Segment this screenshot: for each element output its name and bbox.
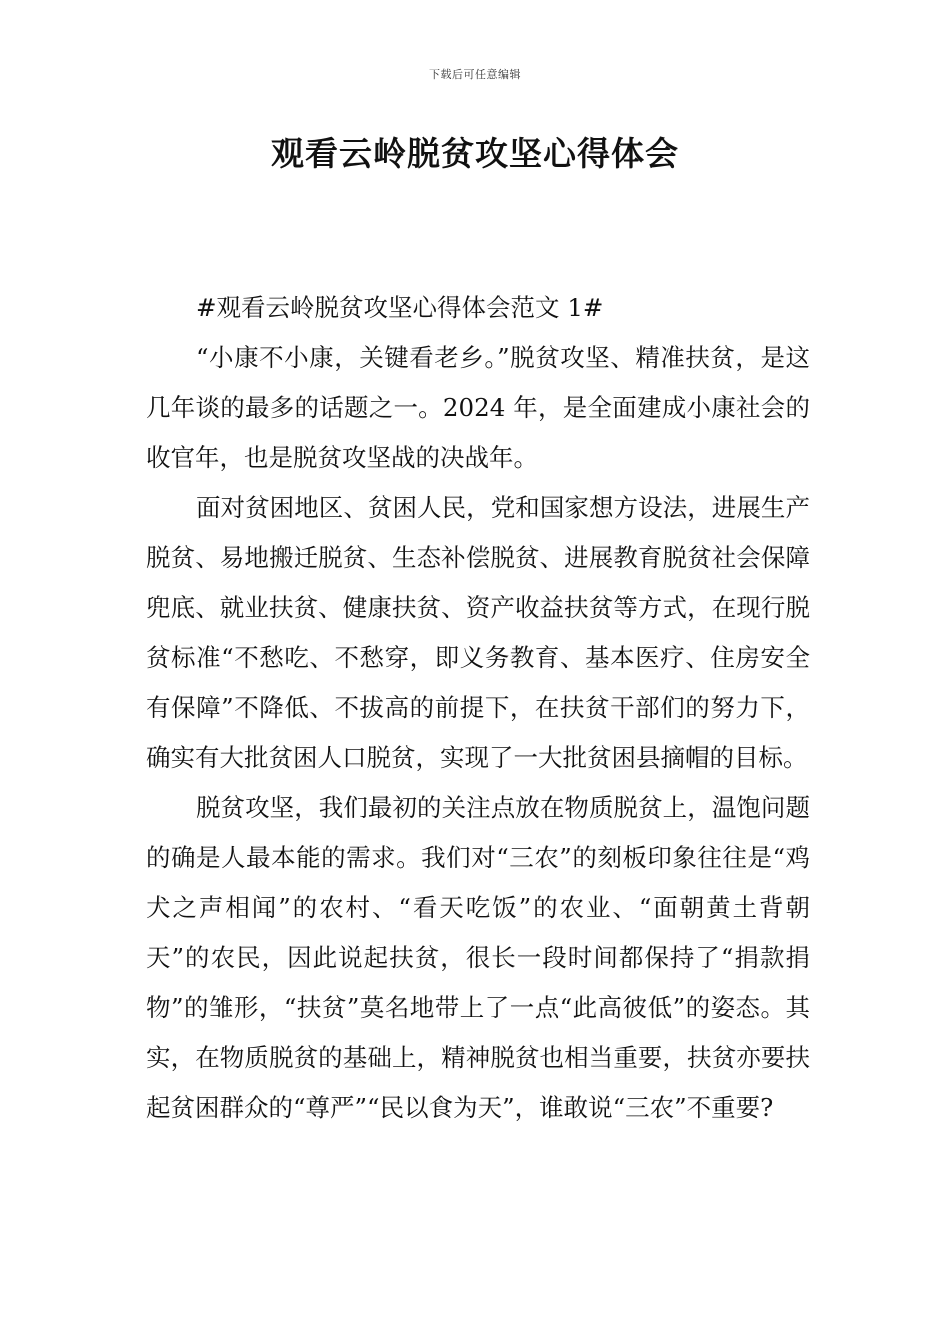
- paragraph-2: 面对贫困地区、贫困人民，党和国家想方设法，进展生产脱贫、易地搬迁脱贫、生态补偿脱贫、进展教育脱贫社会保障兜底、就业扶贫、健康扶贫、资产收益扶贫等方式，在现行脱贫标准“不愁吃、不愁穿，即义务教育、基本医疗、住房安全有保障”不降低、不拔高的前提下，在扶贫干部们的努力下，确实有大批贫困人口脱贫，实现了一大批贫困县摘帽的目标。: [146, 493, 810, 772]
- document-title: 观看云岭脱贫攻坚心得体会: [271, 134, 679, 173]
- header-note: 下载后可任意编辑: [429, 68, 521, 81]
- document-body: [146, 283, 810, 1133]
- paragraph-3: 脱贫攻坚，我们最初的关注点放在物质脱贫上，温饱问题的确是人最本能的需求。我们对“三农”的刻板印象往往是“鸡犬之声相闻”的农村、“看天吃饭”的农业、“面朝黄土背朝天”的农民，因此说起扶贫，很长一段时间都保持了“捐款捐物”的雏形，“扶贫”莫名地带上了一点“此高彼低”的姿态。其实，在物质脱贫的基础上，精神脱贫也相当重要，扶贫亦要扶起贫困群众的“尊严”“民以食为天”，谁敢说“三农”不重要?: [146, 793, 810, 1122]
- paragraph-1: “小康不小康，关键看老乡。”脱贫攻坚、精准扶贫，是这几年谈的最多的话题之一。2024 年，是全面建成小康社会的收官年，也是脱贫攻坚战的决战年。: [146, 343, 810, 472]
- section-subheading: #观看云岭脱贫攻坚心得体会范文 1#: [196, 293, 604, 322]
